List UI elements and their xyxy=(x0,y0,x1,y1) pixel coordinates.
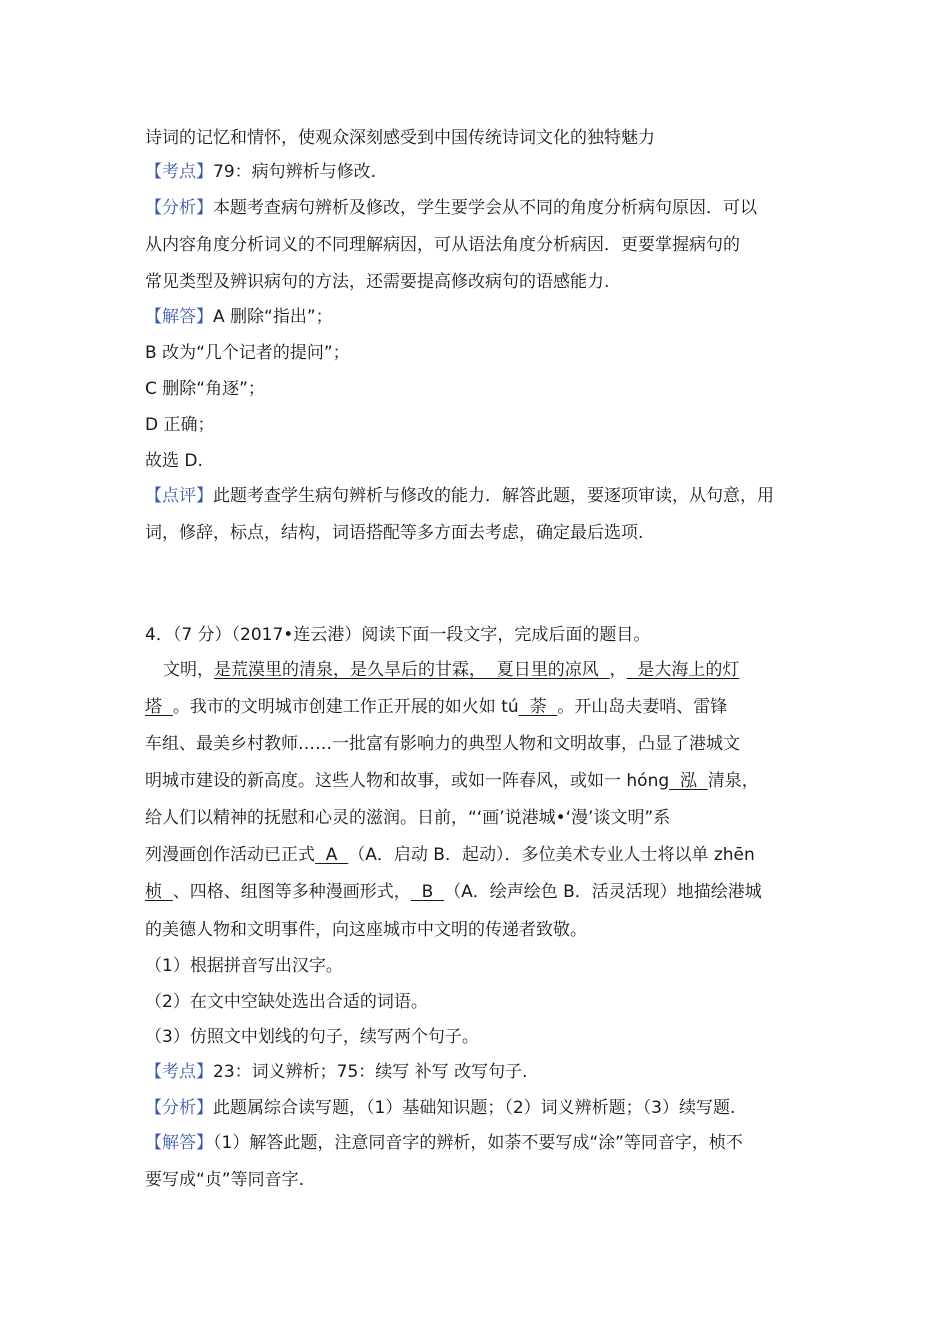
q3-jieda-b: B 改为“几个记者的提问”； xyxy=(145,343,350,363)
q3-dianping-line-2: 词，修辞，标点，结构，词语搭配等多方面去考虑，确定最后选项. xyxy=(145,523,644,543)
q4-task-3: （3）仿照文中划线的句子，续写两个句子。 xyxy=(145,1027,479,1047)
kaodian-tag: 【考点】 xyxy=(145,162,213,182)
q3-dianping-line-1: 【点评】此题考查学生病句辨析与修改的能力．解答此题，要逐项审读，从句意，用 xyxy=(145,486,774,506)
q4-passage-line-5: 给人们以精神的抚慰和心灵的滋润。日前，“‘画’说港城•‘漫’谈文明”系 xyxy=(145,808,671,828)
q4-passage-line-8: 的美德人物和文明事件，向这座城市中文明的传递者致敬。 xyxy=(145,920,587,940)
q3-fenxi-line-3: 常见类型及辨识病句的方法，还需要提高修改病句的语感能力. xyxy=(145,272,610,292)
q4-fenxi: 【分析】此题属综合读写题，（1）基础知识题；（2）词义辨析题；（3）续写题. xyxy=(145,1098,736,1118)
dianping-tag: 【点评】 xyxy=(145,486,213,506)
q4-passage-line-7: 桢 、四格、组图等多种漫画形式， B （A．绘声绘色 B．活灵活现）地描绘港城 xyxy=(145,882,762,902)
intro-line: 诗词的记忆和情怀，使观众深刻感受到中国传统诗词文化的独特魅力 xyxy=(145,128,655,148)
fenxi-tag: 【分析】 xyxy=(145,1098,213,1118)
q4-header: 4．（7 分）（2017•连云港）阅读下面一段文字，完成后面的题目。 xyxy=(145,625,651,645)
q4-passage-line-3: 车组、最美乡村教师……一批富有影响力的典型人物和文明故事，凸显了港城文 xyxy=(145,734,740,754)
q4-jieda-line-1: 【解答】（1）解答此题，注意同音字的辨析，如荼不要写成“涂”等同音字，桢不 xyxy=(145,1133,743,1153)
underlined-sentence: 是荒漠里的清泉，是久旱后的甘霖， xyxy=(214,660,486,680)
q4-jieda-line-2: 要写成“贞”等同音字. xyxy=(145,1170,305,1190)
q4-passage-line-1: 文明，是荒漠里的清泉，是久旱后的甘霖， 夏日里的凉风 ， 是大海上的灯 xyxy=(163,660,740,680)
q4-passage-line-2: 塔 。我市的文明城市创建工作正开展的如火如 tú 荼 。开山岛夫妻哨、雷锋 xyxy=(145,697,728,717)
q3-kaodian: 【考点】79：病句辨析与修改. xyxy=(145,162,377,182)
answer-blank: 塔 xyxy=(145,697,173,717)
kaodian-tag: 【考点】 xyxy=(145,1062,213,1082)
jieda-tag: 【解答】 xyxy=(145,1133,213,1153)
answer-blank: A xyxy=(315,845,349,865)
q4-passage-line-4: 明城市建设的新高度。这些人物和故事，或如一阵春风，或如一 hóng 泓 清泉， xyxy=(145,771,759,791)
q3-fenxi-line-1: 【分析】本题考查病句辨析及修改，学生要学会从不同的角度分析病句原因．可以 xyxy=(145,198,757,218)
answer-blank: 泓 xyxy=(669,771,708,791)
jieda-tag: 【解答】 xyxy=(145,307,213,327)
fenxi-tag: 【分析】 xyxy=(145,198,213,218)
q4-task-1: （1）根据拼音写出汉字。 xyxy=(145,956,343,976)
q3-jieda-d: D 正确； xyxy=(145,415,215,435)
q4-kaodian: 【考点】23：词义辨析；75：续写 补写 改写句子. xyxy=(145,1062,528,1082)
answer-blank: 荼 xyxy=(518,697,558,717)
answer-blank: 是大海上的灯 xyxy=(626,660,740,680)
q3-jieda: 【解答】A 删除“指出”； xyxy=(145,307,333,327)
answer-blank: B xyxy=(410,882,445,902)
q3-fenxi-line-2: 从内容角度分析词义的不同理解病因，可从语法角度分析病因．更要掌握病句的 xyxy=(145,235,740,255)
answer-blank: 桢 xyxy=(145,882,173,902)
q4-passage-line-6: 列漫画创作活动已正式 A （A．启动 B．起动）．多位美术专业人士将以单 zhēn xyxy=(145,845,755,865)
q3-jieda-c: C 删除“角逐”； xyxy=(145,379,265,399)
q3-jieda-conclusion: 故选 D. xyxy=(145,451,203,471)
answer-blank: 夏日里的凉风 xyxy=(486,660,610,680)
q4-task-2: （2）在文中空缺处选出合适的词语。 xyxy=(145,992,428,1012)
